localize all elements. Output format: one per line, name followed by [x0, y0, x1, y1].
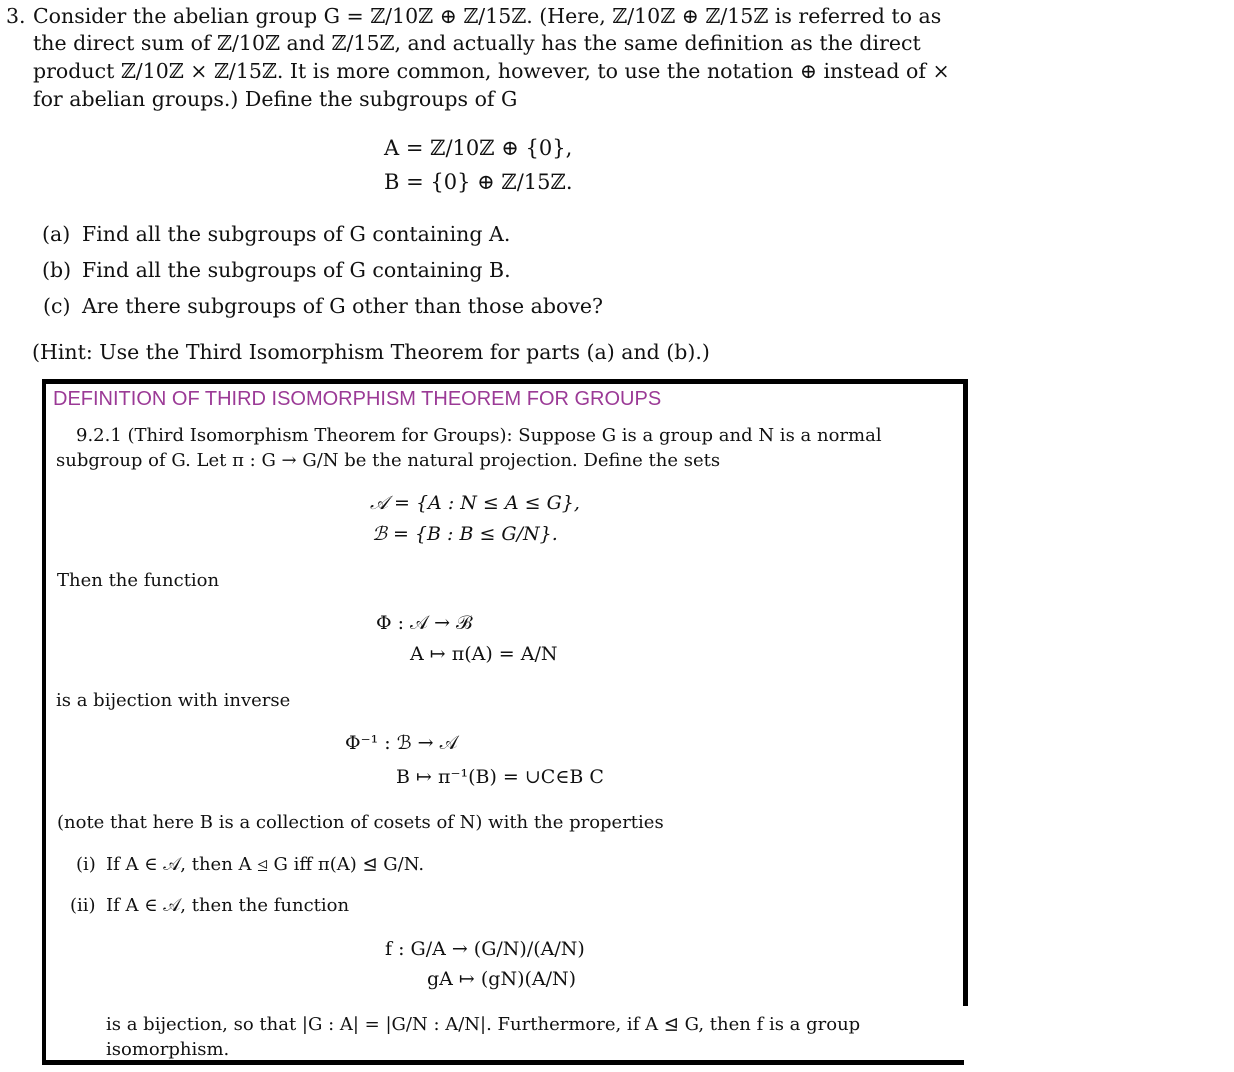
property-ii-label: (ii) — [70, 895, 96, 916]
phi-inverse-mapping: Φ⁻¹ : ℬ → 𝒜 — [345, 732, 458, 754]
part-a-text: Find all the subgroups of G containing A. — [82, 222, 511, 246]
phi-rule: A ↦ π(A) = A/N — [410, 643, 558, 665]
theorem-intro-line-1: 9.2.1 (Third Isomorphism Theorem for Groups): Suppose G is a group and N is a normal — [76, 425, 882, 446]
phi-inverse-rule: B ↦ π⁻¹(B) = ∪C∈B C — [396, 766, 604, 788]
problem-number: 3. — [6, 4, 26, 28]
property-i-label: (i) — [76, 854, 96, 875]
bijection-inverse-text: is a bijection with inverse — [56, 690, 291, 711]
problem-line-4: for abelian groups.) Define the subgroups of G — [33, 87, 518, 111]
theorem-intro-line-2: subgroup of G. Let π : G → G/N be the natural projection. Define the sets — [56, 450, 721, 471]
problem-line-2: the direct sum of ℤ/10ℤ and ℤ/15ℤ, and actually has the same definition as the direct — [33, 31, 921, 55]
part-b-text: Find all the subgroups of G containing B. — [82, 258, 511, 282]
then-the-function-text: Then the function — [57, 570, 220, 591]
f-rule: gA ↦ (gN)(A/N) — [427, 968, 577, 990]
problem-line-3: product ℤ/10ℤ × ℤ/15ℤ. It is more common, however, to use the notation ⊕ instead of × — [33, 59, 950, 83]
hint-text: (Hint: Use the Third Isomorphism Theorem for parts (a) and (b).) — [32, 340, 710, 364]
definition-box — [42, 379, 964, 1065]
definition-title: DEFINITION OF THIRD ISOMORPHISM THEOREM FOR GROUPS — [53, 388, 662, 410]
phi-mapping: Φ : 𝒜 → ℬ — [376, 612, 472, 634]
subgroup-a-equation: A = ℤ/10ℤ ⊕ {0}, — [384, 136, 573, 160]
part-c-text: Are there subgroups of G other than those above? — [82, 294, 604, 318]
set-b-definition: ℬ = {B : B ≤ G/N}. — [372, 523, 558, 545]
f-mapping: f : G/A → (G/N)/(A/N) — [385, 938, 585, 960]
final-line-1: is a bijection, so that |G : A| = |G/N : A/N|. Furthermore, if A ⊴ G, then f is a group — [106, 1014, 861, 1035]
subgroup-b-equation: B = {0} ⊕ ℤ/15ℤ. — [384, 170, 573, 194]
definition-box-right-border — [963, 379, 968, 1006]
part-a-label: (a) — [42, 222, 71, 246]
property-ii-text: If A ∈ 𝒜, then the function — [106, 895, 350, 916]
property-i-text: If A ∈ 𝒜, then A ⊴ G iff π(A) ⊴ G/N. — [106, 854, 425, 875]
note-text: (note that here B is a collection of cosets of N) with the properties — [57, 812, 664, 833]
final-line-2: isomorphism. — [106, 1039, 230, 1060]
part-b-label: (b) — [42, 258, 72, 282]
problem-line-1: Consider the abelian group G = ℤ/10ℤ ⊕ ℤ/15ℤ. (Here, ℤ/10ℤ ⊕ ℤ/15ℤ is referred to as — [33, 4, 942, 28]
part-c-label: (c) — [43, 294, 71, 318]
set-a-definition: 𝒜 = {A : N ≤ A ≤ G}, — [370, 492, 580, 514]
